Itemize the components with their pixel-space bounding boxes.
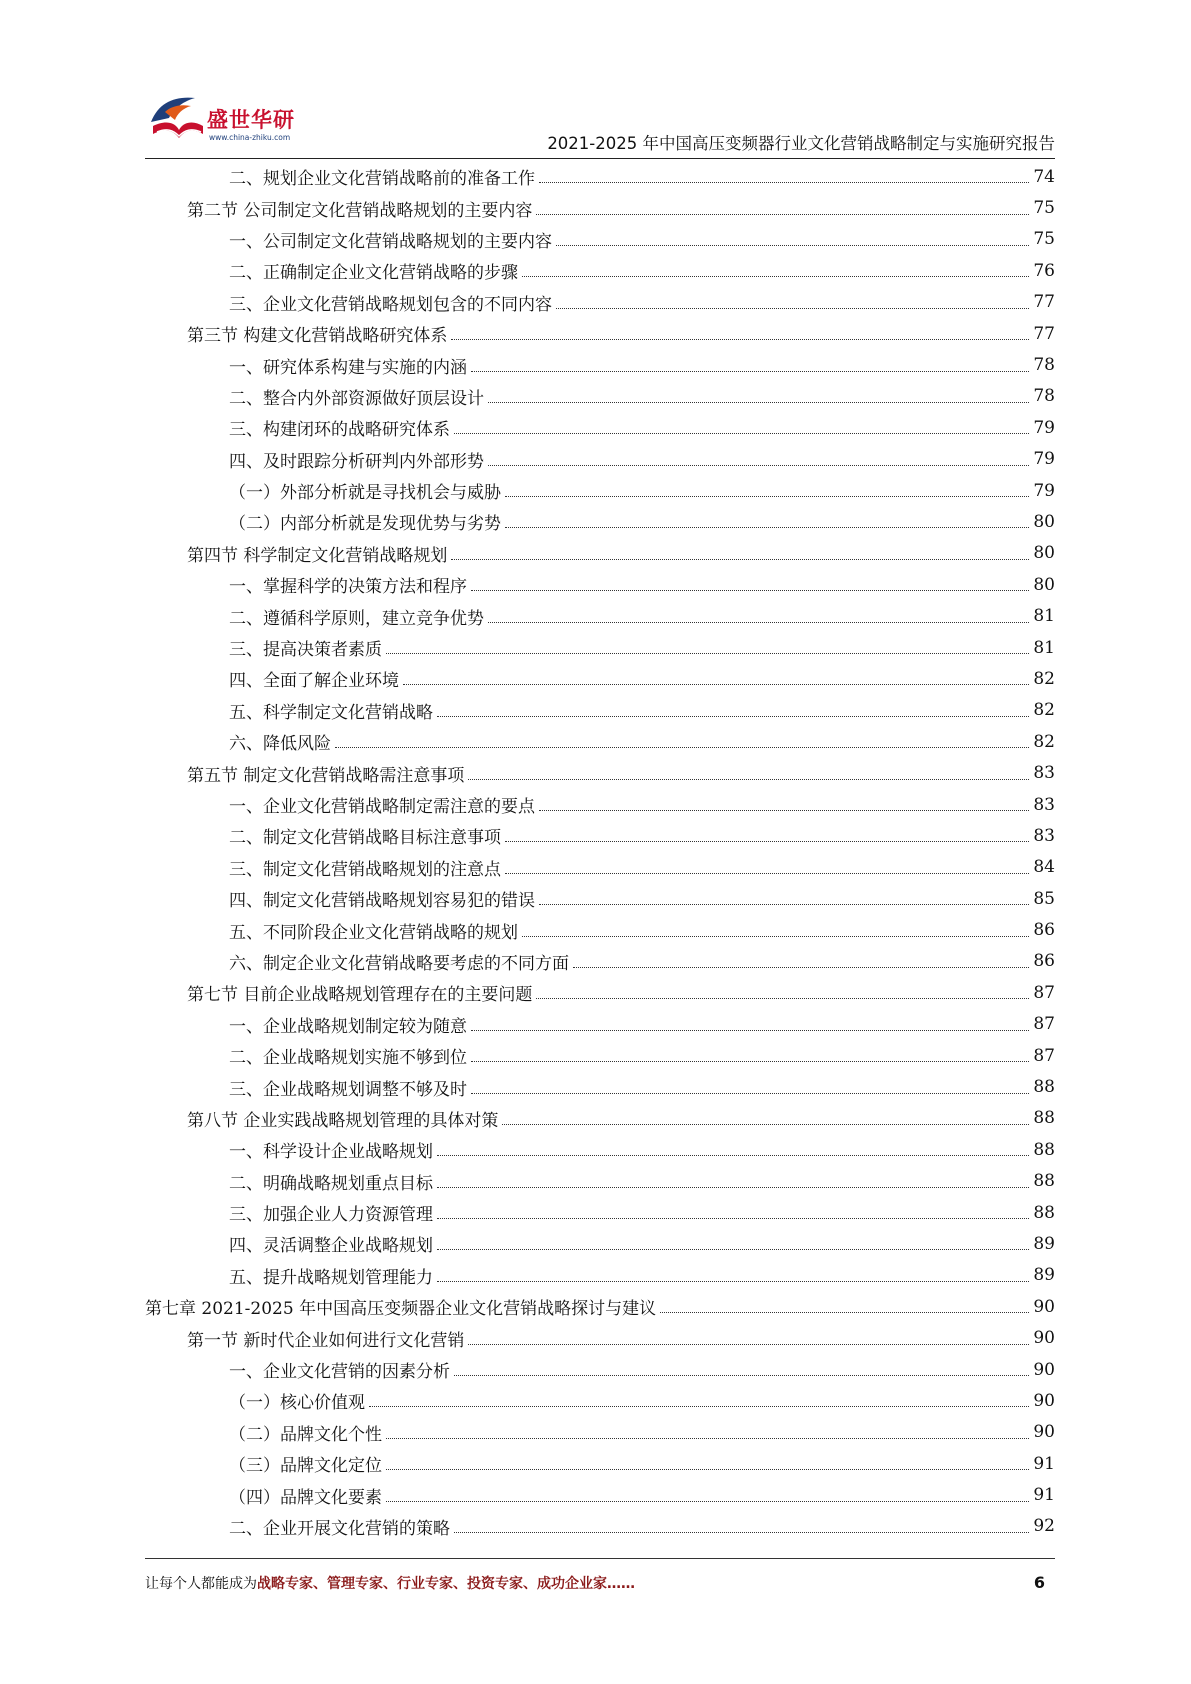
toc-entry[interactable] xyxy=(145,977,1055,1008)
toc-entry[interactable] xyxy=(145,1291,1055,1322)
toc-dot-leader xyxy=(556,245,1029,246)
toc-dot-leader xyxy=(454,433,1029,434)
toc-dot-leader xyxy=(386,1438,1029,1439)
toc-entry[interactable] xyxy=(145,349,1055,380)
toc-entry-label: （三）品牌文化定位 xyxy=(229,1456,382,1477)
toc-dot-leader xyxy=(522,936,1029,937)
toc-dot-leader xyxy=(505,496,1029,497)
toc-dot-leader xyxy=(556,308,1029,309)
toc-entry[interactable] xyxy=(145,914,1055,945)
toc-entry-page: 90 xyxy=(1033,1328,1055,1349)
toc-entry-label: 一、研究体系构建与实施的内涵 xyxy=(229,357,467,378)
toc-entry[interactable] xyxy=(145,1479,1055,1510)
toc-entry-label: 三、制定文化营销战略规划的注意点 xyxy=(229,859,501,880)
toc-entry[interactable] xyxy=(145,569,1055,600)
page-header xyxy=(145,78,1055,158)
page-footer xyxy=(145,1573,1055,1597)
toc-entry[interactable] xyxy=(145,444,1055,475)
toc-entry-page: 77 xyxy=(1033,323,1055,344)
toc-entry-page: 90 xyxy=(1033,1390,1055,1411)
toc-dot-leader xyxy=(488,622,1029,623)
toc-entry-page: 85 xyxy=(1033,888,1055,909)
toc-entry-label: （一）外部分析就是寻找机会与威胁 xyxy=(229,483,501,504)
toc-entry-page: 77 xyxy=(1033,292,1055,313)
toc-entry-page: 78 xyxy=(1033,386,1055,407)
toc-entry[interactable] xyxy=(145,695,1055,726)
toc-entry[interactable] xyxy=(145,852,1055,883)
toc-dot-leader xyxy=(539,904,1029,905)
toc-dot-leader xyxy=(437,1155,1029,1156)
toc-entry-label: 四、及时跟踪分析研判内外部形势 xyxy=(229,451,484,472)
toc-dot-leader xyxy=(522,276,1029,277)
toc-entry-label: 四、灵活调整企业战略规划 xyxy=(229,1236,433,1257)
toc-dot-leader xyxy=(437,1218,1029,1219)
toc-entry-page: 88 xyxy=(1033,1202,1055,1223)
toc-entry-label: 二、整合内外部资源做好顶层设计 xyxy=(229,388,484,409)
toc-dot-leader xyxy=(502,1124,1029,1125)
toc-entry[interactable] xyxy=(145,1166,1055,1197)
toc-entry-page: 82 xyxy=(1033,668,1055,689)
toc-dot-leader xyxy=(471,371,1029,372)
toc-entry-label: 一、企业文化营销战略制定需注意的要点 xyxy=(229,797,535,817)
toc-entry-label: 五、科学制定文化营销战略 xyxy=(229,702,433,723)
toc-dot-leader xyxy=(471,1030,1029,1031)
toc-entry-label: 二、遵循科学原则，建立竞争优势 xyxy=(229,608,484,629)
slogan-lead: 让每个人都能成为 xyxy=(145,1576,257,1592)
toc-dot-leader xyxy=(437,1249,1029,1250)
toc-entry-label: 二、明确战略规划重点目标 xyxy=(229,1173,433,1194)
toc-dot-leader xyxy=(488,402,1029,403)
toc-entry[interactable] xyxy=(145,663,1055,694)
toc-entry-page: 87 xyxy=(1033,1045,1055,1066)
page-number: 6 xyxy=(1033,1573,1045,1592)
toc-dot-leader xyxy=(468,1344,1029,1345)
toc-dot-leader xyxy=(536,998,1029,999)
table-of-contents xyxy=(145,161,1055,1542)
toc-entry-label: 三、构建闭环的战略研究体系 xyxy=(229,420,450,441)
header-divider xyxy=(145,158,1055,159)
slogan-roles: 战略专家、管理专家、行业专家、投资专家、成功企业家…… xyxy=(257,1576,635,1592)
toc-entry-label: 五、不同阶段企业文化营销战略的规划 xyxy=(229,922,518,943)
toc-dot-leader xyxy=(451,339,1029,340)
toc-dot-leader xyxy=(437,1281,1029,1282)
toc-entry[interactable] xyxy=(145,883,1055,914)
toc-entry-label: （二）内部分析就是发现优势与劣势 xyxy=(229,514,501,535)
toc-entry[interactable] xyxy=(145,192,1055,223)
toc-dot-leader xyxy=(451,559,1029,560)
toc-entry-page: 75 xyxy=(1033,229,1055,250)
toc-dot-leader xyxy=(403,684,1029,685)
toc-entry-label: 第一节 新时代企业如何进行文化营销 xyxy=(187,1330,465,1351)
toc-entry[interactable] xyxy=(145,318,1055,349)
toc-entry[interactable] xyxy=(145,161,1055,192)
toc-dot-leader xyxy=(660,1312,1029,1313)
toc-entry-label: 第五节 制定文化营销战略需注意事项 xyxy=(187,765,465,786)
toc-dot-leader xyxy=(437,716,1029,717)
toc-entry-label: 六、降低风险 xyxy=(229,734,331,755)
toc-entry-label: 第八节 企业实践战略规划管理的具体对策 xyxy=(187,1110,499,1131)
toc-entry-page: 82 xyxy=(1033,700,1055,721)
toc-entry[interactable] xyxy=(145,1354,1055,1385)
toc-entry[interactable] xyxy=(145,1040,1055,1071)
toc-entry-page: 88 xyxy=(1033,1077,1055,1098)
toc-entry-label: 六、制定企业文化营销战略要考虑的不同方面 xyxy=(229,953,569,974)
toc-entry-page: 76 xyxy=(1033,260,1055,281)
toc-entry-label: 四、全面了解企业环境 xyxy=(229,671,399,692)
toc-entry[interactable] xyxy=(145,1134,1055,1165)
toc-entry-label: 二、制定文化营销战略目标注意事项 xyxy=(229,828,501,849)
toc-entry[interactable] xyxy=(145,1260,1055,1291)
toc-entry[interactable] xyxy=(145,381,1055,412)
toc-entry-label: （一）核心价值观 xyxy=(229,1393,365,1414)
toc-entry[interactable] xyxy=(145,820,1055,851)
toc-dot-leader xyxy=(573,967,1029,968)
toc-entry-page: 90 xyxy=(1033,1422,1055,1443)
toc-entry[interactable] xyxy=(145,1322,1055,1353)
logo-brand-name: 盛世华研 xyxy=(207,108,295,132)
toc-entry-page: 83 xyxy=(1033,763,1055,784)
toc-entry-label: 四、制定文化营销战略规划容易犯的错误 xyxy=(229,891,535,912)
logo-url: www.china-zhiku.com xyxy=(209,133,291,142)
toc-entry-page: 91 xyxy=(1033,1453,1055,1474)
toc-dot-leader xyxy=(468,779,1029,780)
toc-entry[interactable] xyxy=(145,600,1055,631)
toc-entry-label: （四）品牌文化要素 xyxy=(229,1487,382,1508)
toc-entry-label: 一、科学设计企业战略规划 xyxy=(229,1142,433,1163)
toc-entry-label: 三、加强企业人力资源管理 xyxy=(229,1205,433,1226)
footer-divider xyxy=(145,1558,1055,1559)
toc-entry[interactable] xyxy=(145,789,1055,820)
toc-entry[interactable] xyxy=(145,1228,1055,1259)
toc-entry-label: 二、企业开展文化营销的策略 xyxy=(229,1518,450,1539)
toc-dot-leader xyxy=(335,747,1029,748)
toc-entry-page: 83 xyxy=(1033,794,1055,815)
toc-entry-label: （二）品牌文化个性 xyxy=(229,1424,382,1445)
toc-entry[interactable] xyxy=(145,1071,1055,1102)
toc-entry-page: 88 xyxy=(1033,1139,1055,1160)
toc-dot-leader xyxy=(539,182,1029,183)
toc-entry[interactable] xyxy=(145,1417,1055,1448)
toc-entry-label: 第三节 构建文化营销战略研究体系 xyxy=(187,326,448,347)
toc-entry-page: 92 xyxy=(1033,1516,1055,1537)
toc-entry-label: 一、企业文化营销的因素分析 xyxy=(229,1362,450,1383)
toc-entry[interactable] xyxy=(145,538,1055,569)
toc-dot-leader xyxy=(471,1093,1029,1094)
toc-entry-page: 79 xyxy=(1033,449,1055,470)
toc-entry-page: 80 xyxy=(1033,574,1055,595)
report-title: 2021-2025 年中国高压变频器行业文化营销战略制定与实施研究报告 xyxy=(547,134,1055,153)
footer-slogan xyxy=(145,1573,635,1593)
toc-dot-leader xyxy=(505,841,1029,842)
toc-entry-label: 一、企业战略规划制定较为随意 xyxy=(229,1016,467,1037)
toc-entry-label: 二、企业战略规划实施不够到位 xyxy=(229,1048,467,1069)
toc-entry-page: 91 xyxy=(1033,1485,1055,1506)
toc-dot-leader xyxy=(369,1406,1029,1407)
toc-entry-label: 一、掌握科学的决策方法和程序 xyxy=(229,577,467,598)
toc-entry[interactable] xyxy=(145,506,1055,537)
toc-entry-page: 81 xyxy=(1033,637,1055,658)
toc-dot-leader xyxy=(386,1501,1029,1502)
toc-entry-label: 第七节 目前企业战略规划管理存在的主要问题 xyxy=(187,985,533,1006)
toc-entry-label: 三、企业文化营销战略规划包含的不同内容 xyxy=(229,294,552,315)
toc-entry-page: 79 xyxy=(1033,480,1055,501)
toc-entry-label: 二、规划企业文化营销战略前的准备工作 xyxy=(229,169,535,190)
toc-entry-page: 75 xyxy=(1033,198,1055,219)
toc-entry-label: 三、提高决策者素质 xyxy=(229,640,382,661)
toc-entry-label: 第四节 科学制定文化营销战略规划 xyxy=(187,545,448,566)
toc-entry[interactable] xyxy=(145,287,1055,318)
toc-dot-leader xyxy=(454,1375,1029,1376)
toc-entry-page: 80 xyxy=(1033,543,1055,564)
toc-dot-leader xyxy=(454,1532,1029,1533)
toc-dot-leader xyxy=(488,465,1029,466)
toc-entry-label: 三、企业战略规划调整不够及时 xyxy=(229,1079,467,1100)
toc-entry-page: 82 xyxy=(1033,731,1055,752)
toc-entry-page: 87 xyxy=(1033,982,1055,1003)
company-logo xyxy=(145,78,315,148)
toc-dot-leader xyxy=(471,590,1029,591)
toc-entry[interactable] xyxy=(145,1197,1055,1228)
toc-entry[interactable] xyxy=(145,632,1055,663)
toc-entry[interactable] xyxy=(145,255,1055,286)
toc-entry-page: 83 xyxy=(1033,825,1055,846)
toc-dot-leader xyxy=(471,1061,1029,1062)
toc-entry-page: 88 xyxy=(1033,1108,1055,1129)
toc-entry[interactable] xyxy=(145,1385,1055,1416)
toc-entry-page: 80 xyxy=(1033,511,1055,532)
toc-dot-leader xyxy=(437,1187,1029,1188)
toc-entry[interactable] xyxy=(145,1448,1055,1479)
toc-entry[interactable] xyxy=(145,946,1055,977)
toc-entry-page: 81 xyxy=(1033,606,1055,627)
toc-entry-label: 一、公司制定文化营销战略规划的主要内容 xyxy=(229,231,552,252)
toc-entry-page: 79 xyxy=(1033,417,1055,438)
toc-entry[interactable] xyxy=(145,475,1055,506)
toc-entry-page: 89 xyxy=(1033,1265,1055,1286)
toc-entry-page: 86 xyxy=(1033,920,1055,941)
toc-entry-page: 90 xyxy=(1033,1359,1055,1380)
toc-entry[interactable] xyxy=(145,1511,1055,1542)
toc-entry-label: 第七章 2021-2025 年中国高压变频器企业文化营销战略探讨与建议 xyxy=(145,1299,657,1320)
toc-entry-label: 二、正确制定企业文化营销战略的步骤 xyxy=(229,263,518,284)
toc-entry-page: 89 xyxy=(1033,1233,1055,1254)
toc-entry-page: 90 xyxy=(1033,1296,1055,1317)
toc-dot-leader xyxy=(505,527,1029,528)
toc-entry[interactable] xyxy=(145,412,1055,443)
toc-entry-page: 78 xyxy=(1033,355,1055,376)
toc-entry-page: 74 xyxy=(1033,166,1055,187)
toc-entry-label: 第二节 公司制定文化营销战略规划的主要内容 xyxy=(187,200,533,221)
toc-entry[interactable] xyxy=(145,726,1055,757)
toc-dot-leader xyxy=(386,1469,1029,1470)
toc-entry-page: 88 xyxy=(1033,1171,1055,1192)
toc-entry[interactable] xyxy=(145,757,1055,788)
toc-entry-page: 87 xyxy=(1033,1014,1055,1035)
toc-dot-leader xyxy=(539,810,1029,811)
toc-dot-leader xyxy=(536,214,1029,215)
toc-dot-leader xyxy=(386,653,1029,654)
toc-dot-leader xyxy=(505,873,1029,874)
toc-entry[interactable] xyxy=(145,1103,1055,1134)
logo-book-icon xyxy=(145,82,209,146)
toc-entry-label: 五、提升战略规划管理能力 xyxy=(229,1267,433,1288)
toc-entry-page: 86 xyxy=(1033,951,1055,972)
toc-entry-page: 84 xyxy=(1033,857,1055,878)
toc-entry[interactable] xyxy=(145,1009,1055,1040)
toc-entry[interactable] xyxy=(145,224,1055,255)
